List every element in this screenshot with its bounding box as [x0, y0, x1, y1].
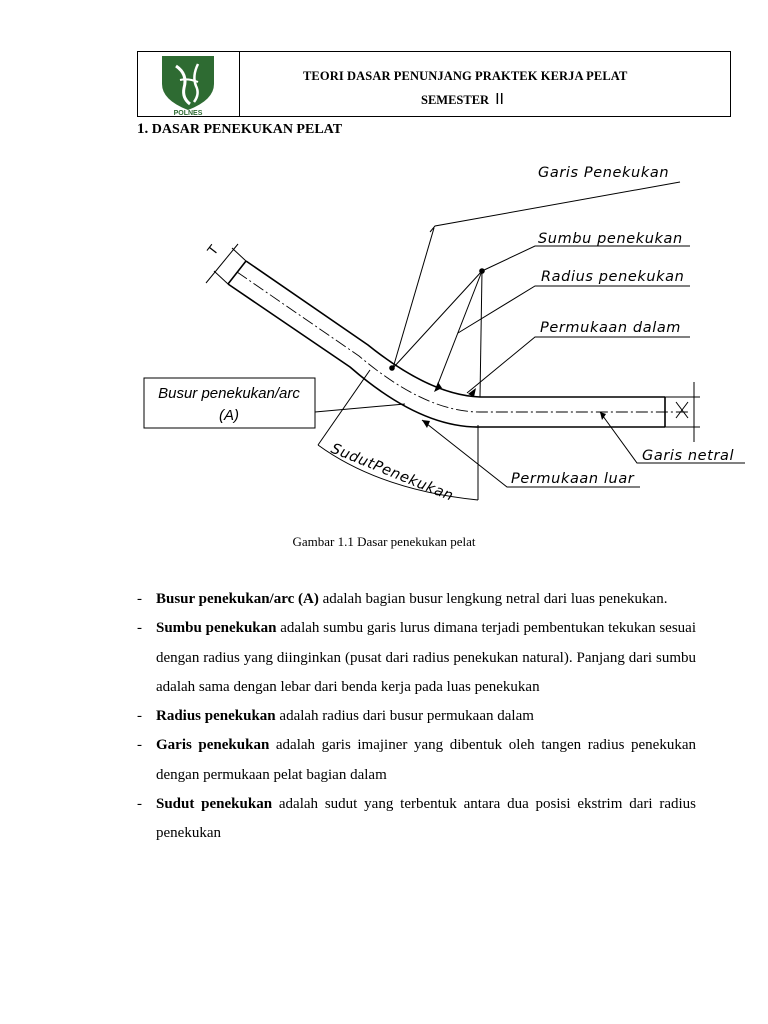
definition-text: adalah sudut yang terbentuk antara dua posisi ekstrim dari radius penekukan — [156, 796, 696, 842]
definition-term: Sudut penekukan — [156, 796, 273, 813]
bend-tangent-point — [389, 365, 395, 371]
leader-permukaan-dalam — [467, 337, 690, 393]
list-item: - Sudut penekukan adalah sudut yang terbentuk antara dua posisi ekstrim dari radius penekukan — [137, 796, 696, 842]
definition-text: adalah radius dari busur permukaan dalam — [275, 708, 534, 725]
section-title: DASAR PENEKUKAN PELAT — [151, 122, 343, 137]
definition-text: adalah bagian busur lengkung netral dari luas penekukan. — [318, 591, 668, 607]
definition-term: Sumbu penekukan — [156, 620, 277, 637]
polnes-logo — [158, 54, 218, 116]
leader-garis-penekukan — [430, 182, 680, 232]
label-busur-line1: Busur penekukan/arc — [158, 385, 300, 402]
section-heading — [137, 121, 342, 138]
figure-caption: Gambar 1.1 Dasar penekukan pelat — [292, 534, 476, 549]
definition-text: adalah garis imajiner yang dibentuk oleh tangen radius penekukan dengan permukaan pelat bagian dalam — [156, 737, 696, 783]
label-garis-netral: Garis netral — [642, 448, 735, 464]
label-sumbu-penekukan: Sumbu penekukan — [538, 231, 683, 247]
definition-term: Radius penekukan — [156, 708, 276, 725]
thickness-symbol-left: T — [205, 242, 223, 259]
label-radius-penekukan: Radius penekukan — [541, 269, 685, 285]
definitions-list — [137, 585, 696, 849]
bending-diagram — [0, 140, 768, 520]
header-title: TEORI DASAR PENUNJANG PRAKTEK KERJA PELAT — [303, 69, 628, 83]
document-header — [137, 51, 731, 117]
arrowhead-luar — [422, 420, 430, 428]
bend-line — [393, 228, 434, 368]
logo-text: POLNES — [173, 110, 203, 116]
label-garis-penekukan: Garis Penekukan — [538, 165, 670, 181]
leader-sumbu-penekukan — [482, 246, 690, 271]
semester-label: SEMESTER — [421, 93, 490, 107]
label-sudut-penekukan: SudutPenekukan — [328, 440, 456, 505]
leader-busur — [315, 404, 405, 412]
section-number: 1. — [137, 121, 149, 137]
label-permukaan-dalam: Permukaan dalam — [540, 320, 682, 336]
radius-line-3 — [436, 271, 482, 389]
definition-term: Busur penekukan/arc (A) — [156, 591, 319, 607]
bend-center-point — [479, 268, 485, 274]
label-busur-line2: (A) — [219, 407, 239, 424]
definition-text: adalah sumbu garis lurus dimana terjadi pembentukan tekukan sesuai dengan radius yang diinginkan (pusat dari radius penekukan natural). Panjang dari sumbu adalah sama dengan lebar dari benda kerja pada luas penekukan — [156, 620, 697, 695]
list-item: - Sumbu penekukan adalah sumbu garis lurus dimana terjadi pembentukan tekukan sesuai dengan radius yang diinginkan (pusat dari radius penekukan natural). Panjang dari sumbu adalah sama dengan lebar dari benda kerja pada luas penekukan — [137, 620, 697, 695]
definition-term: Garis penekukan — [156, 737, 270, 754]
radius-line-2 — [480, 271, 482, 397]
list-item: - Radius penekukan adalah radius dari busur permukaan dalam — [137, 708, 534, 725]
radius-line-1 — [393, 271, 482, 368]
list-item: - Garis penekukan adalah garis imajiner yang dibentuk oleh tangen radius penekukan dengan permukaan pelat bagian dalam — [137, 737, 696, 783]
list-item: - Busur penekukan/arc (A) adalah bagian busur lengkung netral dari luas penekukan. — [137, 591, 668, 607]
semester-value: II — [495, 91, 504, 108]
header-semester — [421, 91, 504, 109]
label-permukaan-luar: Permukaan luar — [511, 471, 635, 487]
logo-cell — [138, 52, 240, 116]
